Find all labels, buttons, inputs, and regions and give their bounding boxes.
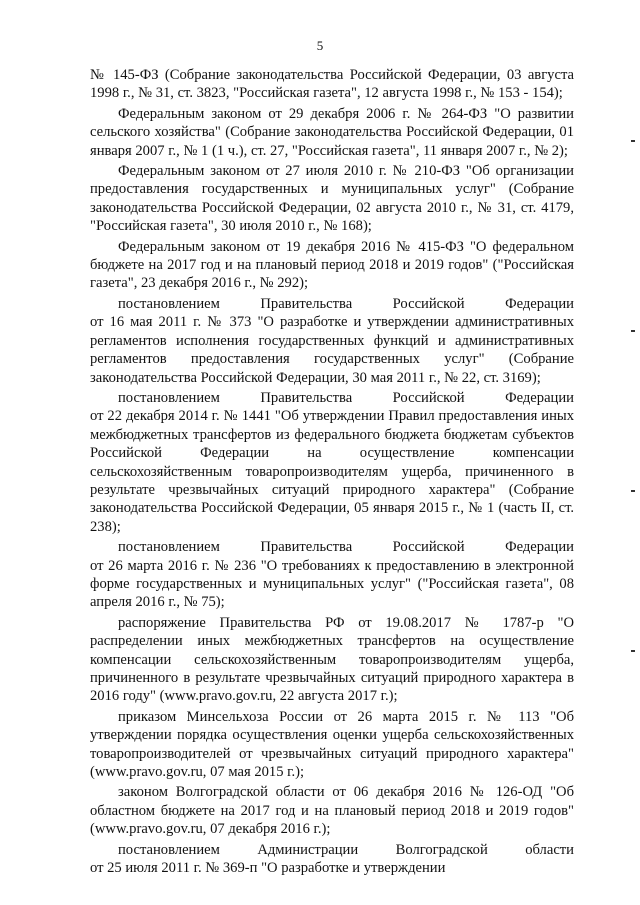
reference-text: от 22 декабря 2014 г. № 1441 "Об утверждении Правил предоставления иных межбюджетных трансфертов из федерального бюджета бюджетам субъектов Российской Федерации на осуществление компенсации сельскохозяйственным товаропроизводителям ущерба, причиненного в результате чрезвычайных ситуаций природного характера" (Собрание законодательства Российской Федерации, 05 января 2015 г., № 1 (часть II, ст. 238);	[90, 408, 574, 535]
reference-heading-line: постановлением Правительства Российской Федерации	[118, 295, 574, 312]
reference-text: от 16 мая 2011 г. № 373 "О разработке и утверждении административных регламентов исполнения государственных функций и административных регламентов предоставления государственных услуг" (Собрание законодательства Российской Федерации, 30 мая 2011 г., № 22, ст. 3169);	[90, 314, 574, 386]
reference-heading-line: постановлением Администрации Волгоградской области	[118, 841, 574, 858]
scan-margin-mark	[631, 330, 635, 332]
paragraph: законом Волгоградской области от 06 декабря 2016 № 126-ОД "Об областном бюджете на 2017 год и на плановый период 2018 и 2019 годов" (www.pravo.gov.ru, 07 декабря 2016 г.);	[90, 784, 574, 838]
scan-margin-mark	[631, 140, 635, 142]
reference-text: от 25 июля 2011 г. № 369-п "О разработке и утверждении	[90, 860, 446, 877]
paragraph: Федеральным законом от 19 декабря 2016 № 415-ФЗ "О федеральном бюджете на 2017 год и на плановый период 2018 и 2019 годов" ("Российская газета", 23 декабря 2016 г., № 292);	[90, 238, 574, 292]
paragraph: приказом Минсельхоза России от 26 марта 2015 г. № 113 "Об утверждении порядка осуществления оценки ущерба сельскохозяйственных товаропроизводителей от чрезвычайных ситуаций природного характера" (www.pravo.gov.ru, 07 мая 2015 г.);	[90, 708, 574, 781]
reference-heading-line: постановлением Правительства Российской Федерации	[118, 389, 574, 406]
paragraph: № 145-ФЗ (Собрание законодательства Российской Федерации, 03 августа 1998 г., № 31, ст. 3823, "Российская газета", 12 августа 1998 г., № 153 - 154);	[90, 67, 574, 102]
paragraph: Федеральным законом от 27 июля 2010 г. № 210-ФЗ "Об организации предоставления государственных и муниципальных услуг" (Собрание законодательства Российской Федерации, 02 августа 2010 г., № 31, ст. 4179, "Российская газета", 30 июля 2010 г., № 168);	[90, 163, 574, 235]
reference-paragraph	[90, 538, 574, 612]
scan-margin-mark	[631, 650, 635, 652]
page-number: 5	[316, 38, 324, 53]
reference-text: от 26 марта 2016 г. № 236 "О требованиях к предоставлению в электронной форме государственных и муниципальных услуг" ("Российская газета", 08 апреля 2016 г., № 75);	[90, 557, 574, 611]
reference-heading-line: постановлением Правительства Российской Федерации	[118, 539, 574, 556]
reference-paragraph	[90, 295, 574, 387]
paragraph: распоряжение Правительства РФ от 19.08.2017 № 1787-р "О распределении иных межбюджетных трансфертов на осуществление компенсации сельскохозяйственным товаропроизводителям ущерба, причиненного в результате чрезвычайных ситуаций природного характера в 2016 году" (www.pravo.gov.ru, 22 августа 2017 г.);	[90, 614, 574, 705]
paragraph: Федеральным законом от 29 декабря 2006 г. № 264-ФЗ "О развитии сельского хозяйства" (Собрание законодательства Российской Федерации, 01 января 2007 г., № 1 (1 ч.), ст. 27, "Российская газета", 11 января 2007 г., № 2);	[90, 105, 574, 159]
reference-paragraph	[90, 389, 574, 536]
scan-margin-mark	[631, 490, 635, 492]
reference-paragraph	[90, 841, 574, 878]
document-body	[90, 66, 574, 879]
